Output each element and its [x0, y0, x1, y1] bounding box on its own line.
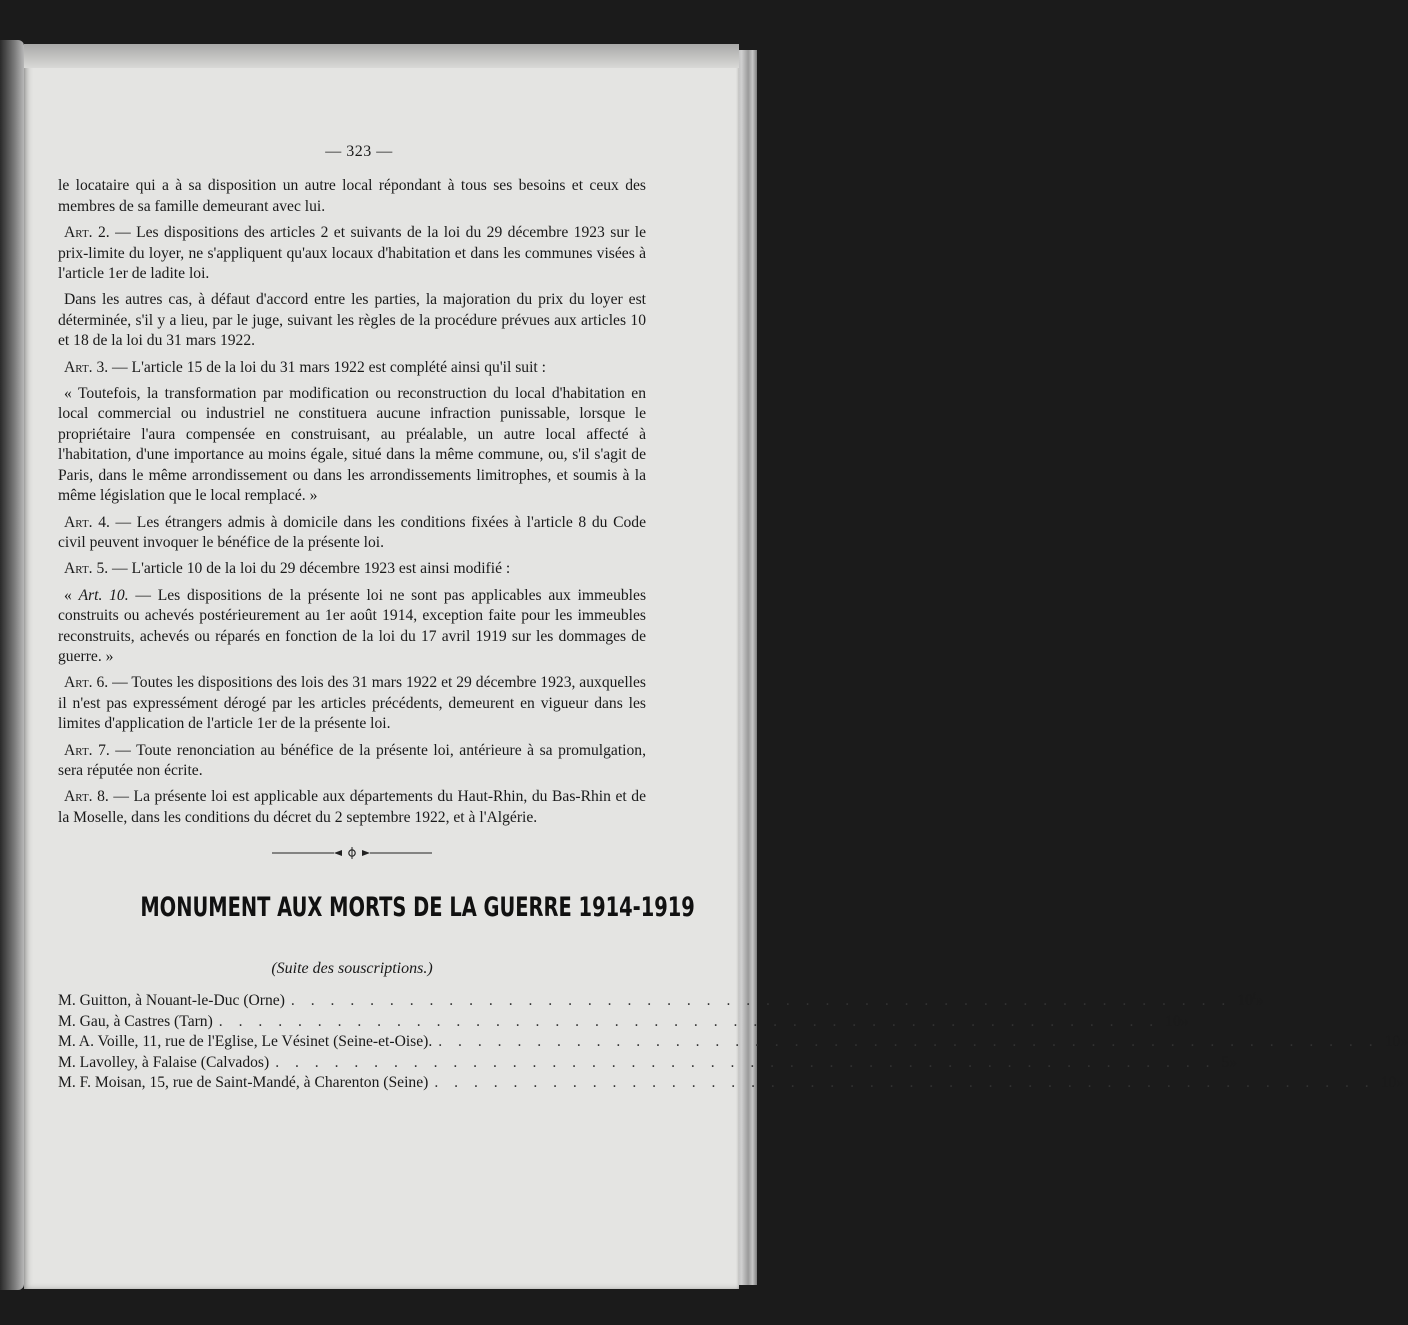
- paragraph: Dans les autres cas, à défaut d'accord entre les parties, la majoration du prix du loyer est déterminée, s'il y a lieu, par le juge, suivant les règles de la procédure prévues aux articles 10 et 18 de la loi du 31 mars 1922.: [58, 291, 646, 350]
- article-2: [58, 223, 646, 284]
- article-text: — Les dispositions de la présente loi ne sont pas applicables aux immeubles construits ou achevés postérieurement au 1er août 1914, exception faite pour les immeubles reconstruits, achevés ou réparés en fonction de la loi du 17 avril 1919 sur les dommages de guerre. »: [58, 586, 647, 665]
- article-label: Art. 6.: [64, 674, 109, 692]
- article-label: Art. 8.: [64, 788, 109, 806]
- subscriber-name: M. A. Voille, 11, rue de l'Eglise, Le Vésinet (Seine-et-Oise).: [58, 1033, 433, 1051]
- quoted-article-10: [58, 586, 646, 668]
- article-text: — Toutes les dispositions des lois des 31 mars 1922 et 29 décembre 1923, auxquelles il n'est pas expressément dérogé par les articles précédents, demeurent en vigueur dans les limites d'application de l'article 1er de la présente loi.: [58, 674, 646, 733]
- subscriber-name: M. Lavolley, à Falaise (Calvados): [58, 1053, 270, 1071]
- article-label: Art. 3.: [64, 358, 109, 376]
- subscription-amount: [1165, 1012, 1181, 1033]
- subscription-amount: [1222, 1053, 1230, 1074]
- article-4: [58, 513, 646, 554]
- amount-centimes: »: [1255, 992, 1264, 1009]
- subscriber-name: M. F. Moisan, 15, rue de Saint-Mandé, à Charenton (Seine): [58, 1074, 429, 1092]
- amount-centimes: »: [1229, 1053, 1238, 1071]
- amount-centimes: »: [1180, 1012, 1189, 1030]
- subscriber-name: M. Gau, à Castres (Tarn): [58, 1012, 213, 1030]
- document-page: [24, 44, 1408, 1289]
- amount-centimes: »: [1396, 1074, 1405, 1092]
- article-text: — L'article 10 de la loi du 29 décembre 1923 est ainsi modifié :: [108, 560, 511, 578]
- currency-superscript: f: [1252, 990, 1256, 1001]
- dot-leader: . . . . . . . . . . . . . . . . . . . . . . . . . . . . . . . . . . . . . . . . . . . . . . . .: [218, 1012, 1160, 1030]
- ornament-divider-icon: [272, 846, 432, 860]
- subscription-row: [58, 990, 1264, 1012]
- quote-open: «: [64, 586, 79, 604]
- subscription-row: [58, 1032, 1408, 1053]
- subscriber-name: M. Guitton, à Nouant-le-Duc (Orne): [58, 992, 285, 1009]
- article-label: Art. 2.: [64, 224, 110, 242]
- amount-value: 10: [1380, 1074, 1397, 1092]
- subscription-amount: [1385, 1032, 1401, 1053]
- subscription-row: [58, 1012, 1189, 1033]
- amount-value: 10: [1237, 992, 1253, 1009]
- amount-value: 10: [1165, 1012, 1181, 1030]
- article-text: — Les étrangers admis à domicile dans les conditions fixées à l'article 8 du Code civil peuvent invoquer le bénéfice de la présente loi.: [58, 513, 646, 551]
- dot-leader: . . . . . . . . . . . . . . . . . . . . . . . . . . . . . . . . . . . . . . . . . . . . . . . .: [438, 1033, 1379, 1051]
- page-top-shadow: [24, 44, 739, 68]
- article-7: [58, 741, 646, 782]
- paragraph-continuation: le locataire qui a à sa disposition un autre local répondant à tous ses besoins et ceux des membres de sa famille demeurant avec lui.: [58, 177, 646, 215]
- article-text: — Toute renonciation au bénéfice de la présente loi, antérieure à sa promulgation, sera réputée non écrite.: [58, 741, 646, 779]
- article-3: [58, 358, 646, 378]
- article-5: [58, 559, 646, 579]
- article-text: — Les dispositions des articles 2 et suivants de la loi du 29 décembre 1923 sur le prix-limite du loyer, ne s'appliquent qu'aux locaux d'habitation et dans les communes visées à l'article 1er de ladite loi.: [58, 224, 646, 283]
- subscription-row: [58, 1073, 1405, 1094]
- article-label: Art. 5.: [64, 560, 109, 578]
- section-title: MONUMENT AUX MORTS DE LA GUERRE 1914-1919: [140, 892, 695, 924]
- subscription-amount: [1237, 991, 1256, 1012]
- dot-leader: . . . . . . . . . . . . . . . . . . . . . . . . . . . . . . . . . . . . . . . . . . . . . . . .: [434, 1074, 1375, 1092]
- article-text: — L'article 15 de la loi du 31 mars 1922 est complété ainsi qu'il suit :: [108, 358, 546, 376]
- amount-value: 10: [1384, 1033, 1401, 1051]
- amount-value: 5: [1221, 1053, 1230, 1071]
- amount-centimes: »: [1400, 1033, 1408, 1051]
- article-8: [58, 787, 646, 828]
- dot-leader: . . . . . . . . . . . . . . . . . . . . . . . . . . . . . . . . . . . . . . . . . . . . . . . .: [290, 992, 1232, 1009]
- article-label: Art. 7.: [64, 741, 110, 759]
- section-subtitle: (Suite des souscriptions.): [271, 959, 433, 977]
- page-number: — 323 —: [325, 143, 393, 160]
- italic-article-ref: Art. 10.: [78, 586, 129, 604]
- subscription-amount: [1381, 1073, 1397, 1094]
- article-text: — La présente loi est applicable aux départements du Haut-Rhin, du Bas-Rhin et de la Moselle, dans les conditions du décret du 2 septembre 1922, et à l'Algérie.: [58, 788, 647, 826]
- article-label: Art. 4.: [64, 513, 110, 531]
- subscription-list: [58, 990, 1408, 1094]
- previous-page-edge: [0, 40, 24, 1290]
- subscription-row: [58, 1053, 1238, 1074]
- article-6: [58, 673, 646, 734]
- quoted-paragraph: « Toutefois, la transformation par modification ou reconstruction du local d'habitation en local commercial ou industriel ne constituera aucune infraction punissable, lorsque le propriétaire l'aura compensée en construisant, au préalable, un autre local affecté à l'habitation, d'une importance au moins égale, situé dans la même commune, ou, s'il s'agit de Paris, dans le même arrondissement ou dans les arrondissements limitrophes, et soumis à la même législation que le local remplacé. »: [58, 385, 646, 505]
- page-content: [58, 142, 1408, 1094]
- dot-leader: . . . . . . . . . . . . . . . . . . . . . . . . . . . . . . . . . . . . . . . . . . . . . . . .: [275, 1053, 1216, 1071]
